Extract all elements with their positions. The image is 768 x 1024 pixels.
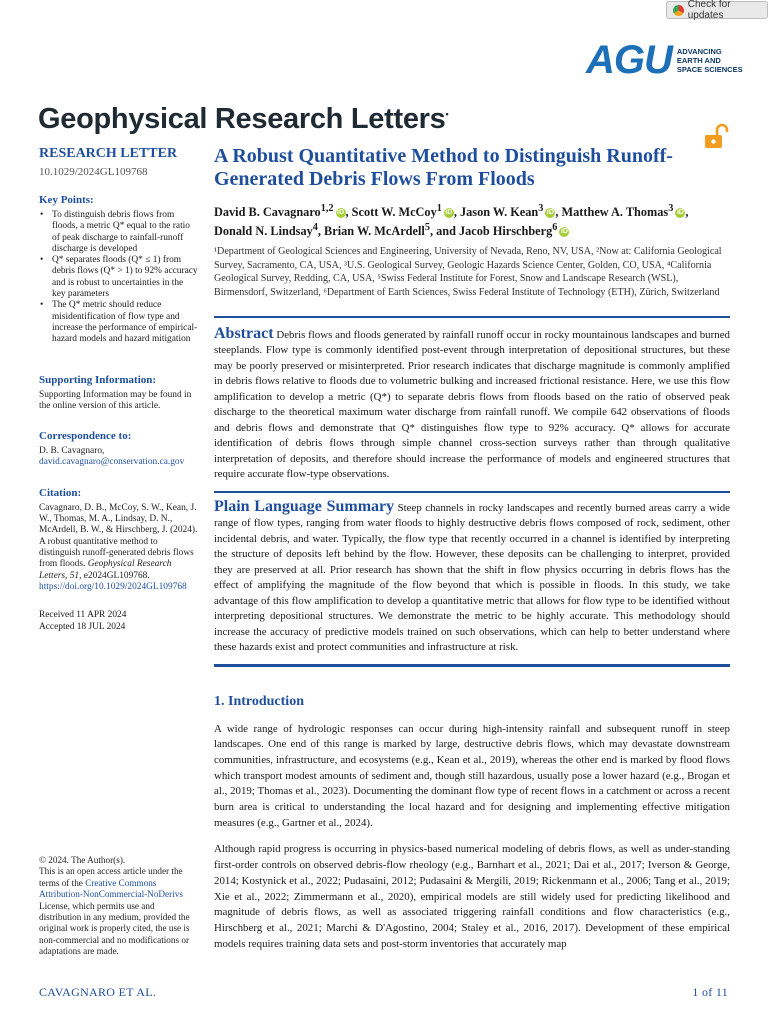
agu-logo-line: ADVANCING — [676, 46, 722, 56]
author[interactable]: Scott W. McCoy$^1$ — [351, 203, 442, 220]
key-point: • Q* separates floods (Q* ≤ 1) from debris flows (Q* > 1) to 92% accuracy and is robust to uncertainties in the key parameters — [39, 255, 199, 300]
license-link[interactable]: Creative Commons Attribution-NonCommercial-NoDerivs — [39, 877, 183, 900]
agu-logo-mark: AGU — [586, 38, 672, 82]
journal-mark: • — [445, 109, 449, 119]
check-for-updates-button[interactable] — [666, 1, 768, 19]
check-updates-label: Check for updates — [687, 0, 731, 21]
citation-heading: Citation: — [39, 486, 82, 499]
footer-authors: CAVAGNARO ET AL. — [39, 985, 157, 999]
article-title: A Robust Quantitative Method to Distinguish Runoff-Generated Debris Flows From Floods — [214, 145, 673, 190]
introduction-paragraph: A wide range of hydrologic responses can occur during high-intensity rainfall and subsequent runoff in steep landscapes. One end of this range is marked by large, destructive debris flows, which may devastate downstream communities, infrastructure, and ecosystems (e.g., Kean et al., 2019), whereas the other end is marked by flood flows which transport modest amounts of sediment and, though still hazardous, usually pose a lower hazard (e.g., Brogan et al., 2019; Thomas et al., 2023). Documenting the dominant flow type of recent flows in a catchment or across a recent burn area is critical to understanding the local hazard and for designing and implementing effective mitigation measures (e.g., Gartner et al., 2024). — [214, 722, 730, 829]
author[interactable]: Jason W. Kean$^3$ — [460, 203, 544, 220]
plain-summary-divider — [214, 491, 730, 493]
main-content — [214, 145, 730, 963]
journal-title — [38, 103, 448, 136]
plain-summary-text: Steep channels in rocky landscapes and recently burned areas carry a wide range of flow types, ranging from water floods to highly destructive debris flows composed of rock, sediment, other incidental debris, and water. Typically, the flow type that recently occurred in a channel is identified by interpreting the structure of deposits left behind by the flow. However, these deposits can be challenging to interpret, provided they are preserved at all. Prior research has shown that the shift in flow physics occurring in debris flows has the effect of amplifying the magnitude of the flow beyond that which is possible in floods. In this study, we take advantage of this flow amplification to develop a quantitative metric that allows for flow type to be identified without interpreting depositional structures. We demonstrate the metric to be highly accurate. This methodology should increase the accuracy of predictive models trained on such observations, which can help to better understand where these hazards exist and protect communities and infrastructure at risk. — [214, 501, 730, 654]
correspondence-heading: Correspondence to: — [39, 430, 132, 443]
agu-logo-text — [677, 47, 743, 74]
footer-page-number: 1 of 11 — [692, 985, 728, 999]
orcid-icon[interactable]: iD — [546, 209, 554, 217]
license-text-cont: License, which permits use and distribution in any medium, provided the original work is properly cited, the use is non-commercial and no modifications or adaptations are made. — [39, 900, 190, 957]
key-points-heading: Key Points: — [39, 194, 94, 206]
author[interactable]: Jacob Hirschberg$^6$ — [459, 222, 558, 239]
correspondence — [39, 430, 199, 469]
crossmark-icon — [673, 5, 684, 16]
author[interactable]: Brian W. McArdell$^5$ — [324, 222, 430, 239]
author[interactable]: David B. Cavagnaro$^{1,2}$ — [214, 203, 334, 220]
abstract-label: Abstract — [214, 324, 274, 342]
abstract-divider — [214, 316, 730, 318]
citation-id: e2024GL109768. — [83, 570, 150, 581]
citation-journal: Geophysical Research Letters, 51, — [39, 559, 172, 581]
citation-text — [39, 503, 199, 593]
citation — [39, 487, 199, 593]
plain-summary-label: Plain Language Summary — [214, 497, 395, 515]
journal-name: Geophysical Research Letters — [38, 103, 446, 135]
license-notice — [39, 855, 199, 958]
supporting-info-text: Supporting Information may be found in the online version of this article. — [39, 389, 192, 411]
author[interactable]: Donald N. Lindsay$^4$ — [214, 222, 318, 239]
author-separator: , — [685, 205, 689, 220]
supporting-info — [39, 374, 199, 413]
section-divider — [214, 664, 730, 667]
correspondence-name: D. B. Cavagnaro, — [39, 446, 105, 457]
abstract-text: Debris flows and floods generated by rainfall runoff occur in rocky mountainous landscapes and burned steeplands. Flow type is commonly identified post-event through interpretation of depositional structures, but these may be poorly preserved or misinterpreted. Prior research indicates that discharge magnitude is commonly amplified in debris flows relative to floods due to volumetric bulking and increased frictional resistance. Here, we use this flow amplification to develop a metric (Q*) to separate debris flows from floods based on the ratio of observed peak discharge to the theoretical maximum water discharge from rainfall runoff. We compile 642 observations of floods and debris flows and demonstrate that Q* distinguishes flow type to 92% accuracy. Q* allows for accurate identification of debris flows through simple channel cross-section surveys rather than through qualitative interpretation of deposits, and therefore should increase the performance of models and engineered structures that require accurate flow-type observations. — [214, 328, 730, 481]
supporting-info-heading: Supporting Information: — [39, 373, 157, 386]
affiliations: ¹Department of Geological Sciences and Engineering, University of Nevada, Reno, NV, USA, ²Now at: California Geological Survey, Sacramento, CA, USA, ³U.S. Geological Survey, Geologic Hazards Science Center, Golden, CO, USA, ⁴California Geological Survey, Redding, CA, USA, ⁵Swiss Federal Institute for Forest, Snow and Landscape Research (WSL), Birmensdorf, Switzerland, ⁶Department of Earth Sciences, Swiss Federal Institute of Technology (ETH), Zürich, Switzerland — [214, 246, 722, 298]
key-points-list — [39, 210, 199, 346]
agu-logo-line: EARTH AND — [676, 55, 721, 65]
received-date: Received 11 APR 2024 — [39, 610, 127, 621]
orcid-icon[interactable]: iD — [560, 228, 568, 236]
correspondence-email-link[interactable]: david.cavagnaro@conservation.ca.gov — [39, 457, 185, 468]
citation-body: Cavagnaro, D. B., McCoy, S. W., Kean, J. W., Thomas, M. A., Lindsay, D. N., McArdell, B. W., & Hirschberg, J. (2024). A robust quantitative method to distinguish runoff-generated debris flows from floods. — [39, 502, 198, 570]
author-separator: , — [555, 205, 562, 220]
author[interactable]: Matthew A. Thomas$^3$ — [561, 203, 674, 220]
key-points — [39, 194, 199, 346]
author-separator: , and — [429, 224, 459, 239]
introduction-heading: 1. Introduction — [214, 693, 304, 709]
author-separator: , — [317, 224, 325, 239]
author-separator: , — [345, 205, 352, 220]
agu-logo-line: SPACE SCIENCES — [676, 64, 743, 74]
key-point: • The Q* metric should reduce misidentification of flow type and increase the performance of empirical-hazard models and hazard mitigation — [39, 300, 199, 345]
license-text: This is an open access article under the terms of the — [39, 866, 183, 888]
author-separator: , — [453, 205, 460, 220]
key-point: • To distinguish debris flows from floods, a metric Q* equal to the ratio of peak discharge to rainfall-runoff discharge is developed — [39, 210, 199, 255]
citation-doi-link[interactable]: https://doi.org/10.1029/2024GL109768 — [39, 581, 187, 592]
abstract — [214, 326, 730, 483]
accepted-date: Accepted 18 JUL 2024 — [39, 622, 126, 633]
orcid-icon[interactable]: iD — [676, 209, 684, 217]
author-list — [214, 201, 730, 239]
introduction-paragraph: Although rapid progress is occurring in physics-based numerical modeling of debris flows, as well as under-standing first-order controls on observed debris-flow rheology (e.g., Barnhart et al., 2021; Dai et al., 2017; Iverson & George, 2014; Kostynick et al., 2022; Pudasaini, 2012; Pudasaini & Mergili, 2019; Rickenmann et al., 2006; Tang et al., 2019; Xie et al., 2022; Zimmermann et al., 2020), empirical models are still widely used for predicting likelihood and magnitude of debris flows, as well as associated triggering rainfall conditions and flow characteristics (e.g., Hirschberg et al., 2021; Marchi & D'Agostino, 2004; Staley et al., 2016, 2017). Development of these empirical models requires training data sets and post-storm inventories that accurately map — [214, 843, 730, 950]
orcid-icon[interactable]: iD — [337, 209, 345, 217]
agu-logo — [586, 38, 743, 82]
article-type: RESEARCH LETTER — [39, 146, 178, 161]
plain-language-summary — [214, 499, 730, 656]
article-dates — [39, 609, 199, 633]
article-doi: 10.1029/2024GL109768 — [39, 166, 148, 178]
left-sidebar — [39, 146, 199, 633]
license-copyright: © 2024. The Author(s). — [39, 855, 126, 865]
orcid-icon[interactable]: iD — [445, 209, 453, 217]
